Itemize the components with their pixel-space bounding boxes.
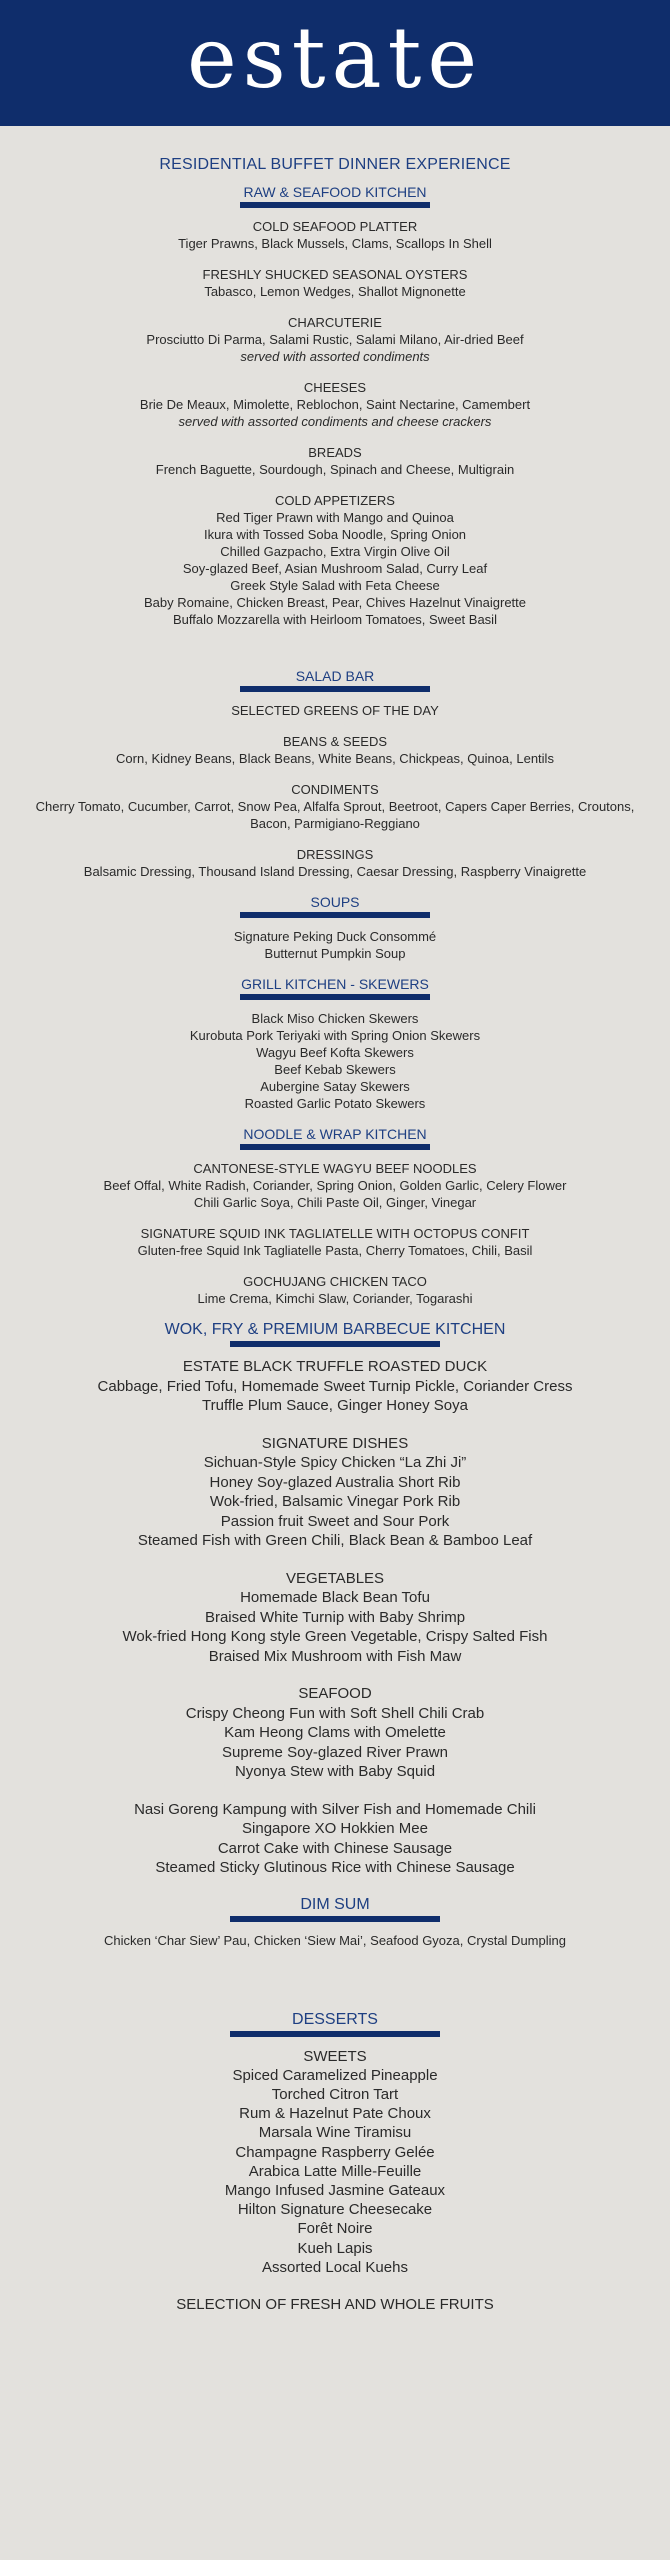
menu-item: Tabasco, Lemon Wedges, Shallot Mignonette (204, 284, 466, 299)
menu-group (0, 1434, 670, 1551)
menu-item: Prosciutto Di Parma, Salami Rustic, Salami Milano, Air-dried Beef (146, 332, 524, 347)
menu-item: Steamed Fish with Green Chili, Black Bean & Bamboo Leaf (137, 1532, 533, 1549)
menu-item: Kam Heong Clams with Omelette (224, 1724, 446, 1741)
menu-group (0, 1160, 670, 1211)
menu-group (0, 492, 670, 628)
menu-item: Braised White Turnip with Baby Shrimp (204, 1608, 466, 1626)
menu-sections (0, 184, 670, 2314)
menu-item: Ikura with Tossed Soba Noodle, Spring Onion (203, 527, 467, 542)
menu-section (0, 2011, 670, 2315)
menu-group (0, 218, 670, 252)
menu-item: Sichuan-Style Spicy Chicken “La Zhi Ji” (203, 1454, 467, 1471)
section-title: SALAD BAR (295, 668, 375, 684)
menu-group (0, 781, 670, 832)
menu-item: Kueh Lapis (297, 2239, 373, 2257)
section-title: GRILL KITCHEN - SKEWERS (241, 976, 429, 992)
menu-item: Chili Garlic Soya, Chili Paste Oil, Ginger, Vinegar (193, 1195, 477, 1210)
menu-section (0, 1126, 670, 1307)
group-title: COLD APPETIZERS (275, 493, 395, 508)
group-title: SELECTED GREENS OF THE DAY (231, 703, 439, 718)
menu-item: Greek Style Salad with Feta Cheese (230, 578, 440, 593)
menu-item: Rum & Hazelnut Pate Choux (239, 2105, 431, 2123)
menu-item: Balsamic Dressing, Thousand Island Dressing, Caesar Dressing, Raspberry Vinaigrette (83, 864, 587, 879)
section-divider (240, 1144, 430, 1150)
group-title: SIGNATURE SQUID INK TAGLIATELLE WITH OCTOPUS CONFIT (140, 1226, 530, 1241)
menu-item: Truffle Plum Sauce, Ginger Honey Soya (202, 1397, 468, 1414)
menu-item: Red Tiger Prawn with Mango and Quinoa (216, 510, 454, 525)
menu-group (0, 1357, 670, 1416)
menu-item: Butternut Pumpkin Soup (264, 946, 406, 961)
menu-item: Nasi Goreng Kampung with Silver Fish and Homemade Chili (134, 1800, 536, 1818)
menu-item: Brie De Meaux, Mimolette, Reblochon, Saint Nectarine, Camembert (139, 397, 531, 412)
menu-item: Beef Offal, White Radish, Coriander, Spring Onion, Golden Garlic, Celery Flower (103, 1178, 567, 1193)
menu-item: Soy-glazed Beef, Asian Mushroom Salad, Curry Leaf (182, 561, 488, 576)
menu-item: Chicken ‘Char Siew’ Pau, Chicken ‘Siew Mai’, Seafood Gyoza, Crystal Dumpling (104, 1932, 566, 1948)
menu-item: French Baguette, Sourdough, Spinach and Cheese, Multigrain (155, 462, 515, 477)
menu-group (0, 702, 670, 719)
section-divider (230, 2031, 440, 2037)
group-title: COLD SEAFOOD PLATTER (252, 219, 418, 234)
group-title: SEAFOOD (298, 1685, 372, 1702)
menu-item: Assorted Local Kuehs (262, 2258, 408, 2276)
menu-item: Arabica Latte Mille-Feuille (248, 2162, 422, 2180)
menu-section (0, 184, 670, 628)
menu-group (0, 1569, 670, 1667)
menu-item: Crispy Cheong Fun with Soft Shell Chili Crab (185, 1704, 485, 1722)
group-title: DRESSINGS (296, 847, 374, 862)
section-title: WOK, FRY & PREMIUM BARBECUE KITCHEN (164, 1321, 506, 1338)
menu-item: Supreme Soy-glazed River Prawn (222, 1743, 448, 1761)
menu-item: Singapore XO Hokkien Mee (242, 1820, 428, 1837)
menu-item: Aubergine Satay Skewers (260, 1079, 410, 1094)
group-title: SWEETS (303, 2047, 367, 2065)
menu-item: Gluten-free Squid Ink Tagliatelle Pasta, Cherry Tomatoes, Chili, Basil (137, 1243, 533, 1258)
header-banner (0, 0, 670, 126)
menu-item: Chilled Gazpacho, Extra Virgin Olive Oil (220, 544, 450, 559)
section-divider (230, 1916, 440, 1922)
group-title: CANTONESE-STYLE WAGYU BEEF NOODLES (193, 1161, 477, 1176)
menu-group (0, 928, 670, 962)
menu-note: served with assorted condiments (240, 349, 430, 364)
menu-section (0, 976, 670, 1112)
menu-item: Cabbage, Fried Tofu, Homemade Sweet Turnip Pickle, Coriander Cress (97, 1377, 573, 1395)
section-divider (240, 686, 430, 692)
menu-item: Nyonya Stew with Baby Squid (234, 1763, 436, 1780)
menu-item: Wagyu Beef Kofta Skewers (256, 1045, 414, 1060)
menu-item: Black Miso Chicken Skewers (251, 1011, 419, 1026)
menu-group (0, 1932, 670, 1949)
section-title: DIM SUM (300, 1895, 370, 1913)
menu-item: Corn, Kidney Beans, Black Beans, White Beans, Chickpeas, Quinoa, Lentils (116, 751, 554, 766)
menu-item: Buffalo Mozzarella with Heirloom Tomatoes, Sweet Basil (173, 612, 497, 627)
section-title: DESSERTS (292, 2010, 378, 2028)
menu-section (0, 1896, 670, 1949)
menu-group (0, 2047, 670, 2277)
menu-group (0, 314, 670, 365)
menu-group (0, 1010, 670, 1112)
section-title: NOODLE & WRAP KITCHEN (243, 1126, 427, 1142)
menu-section (0, 668, 670, 880)
section-title: SOUPS (310, 894, 360, 910)
group-title: CONDIMENTS (291, 782, 379, 797)
menu-item: Signature Peking Duck Consommé (233, 929, 437, 944)
group-title: BREADS (308, 445, 362, 460)
menu-item: Champagne Raspberry Gelée (235, 2143, 435, 2161)
menu-item: Spiced Caramelized Pineapple (232, 2066, 438, 2084)
menu-item: Carrot Cake with Chinese Sausage (217, 1839, 453, 1857)
section-divider (240, 912, 430, 918)
menu-item: Roasted Garlic Potato Skewers (244, 1096, 426, 1111)
menu-item: Homemade Black Bean Tofu (240, 1589, 430, 1606)
menu-content (0, 126, 670, 2314)
menu-item: Hilton Signature Cheesecake (237, 2201, 433, 2219)
group-title: SIGNATURE DISHES (261, 1434, 409, 1452)
menu-item: Kurobuta Pork Teriyaki with Spring Onion Skewers (189, 1028, 481, 1043)
group-title: SELECTION OF FRESH AND WHOLE FRUITS (176, 2295, 494, 2313)
menu-group (0, 733, 670, 767)
menu-group (0, 846, 670, 880)
menu-item: Wok-fried Hong Kong style Green Vegetable, Crispy Salted Fish (122, 1628, 548, 1645)
section-divider (230, 1341, 440, 1347)
menu-item: Honey Soy-glazed Australia Short Rib (209, 1473, 461, 1491)
estate-logo: estate (186, 9, 484, 107)
group-title: ESTATE BLACK TRUFFLE ROASTED DUCK (182, 1358, 488, 1375)
menu-item: Baby Romaine, Chicken Breast, Pear, Chives Hazelnut Vinaigrette (143, 595, 526, 610)
group-title: GOCHUJANG CHICKEN TACO (243, 1274, 427, 1289)
menu-group (0, 1225, 670, 1259)
menu-item: Cherry Tomato, Cucumber, Carrot, Snow Pea, Alfalfa Sprout, Beetroot, Capers Caper Berries, Croutons, (35, 799, 635, 814)
group-title: FRESHLY SHUCKED SEASONAL OYSTERS (202, 267, 468, 282)
menu-item: Wok-fried, Balsamic Vinegar Pork Rib (209, 1493, 461, 1510)
menu-item: Mango Infused Jasmine Gateaux (224, 2181, 446, 2199)
menu-group (0, 1684, 670, 1782)
section-divider (240, 994, 430, 1000)
section-divider (240, 202, 430, 208)
menu-item: Braised Mix Mushroom with Fish Maw (208, 1647, 462, 1665)
menu-title: RESIDENTIAL BUFFET DINNER EXPERIENCE (159, 156, 511, 173)
group-title: VEGETABLES (285, 1569, 385, 1587)
menu-item: Bacon, Parmigiano-Reggiano (250, 816, 420, 831)
section-title: RAW & SEAFOOD KITCHEN (243, 184, 427, 200)
menu-item: Forêt Noire (297, 2220, 373, 2238)
group-title: CHARCUTERIE (288, 315, 382, 330)
menu-item: Steamed Sticky Glutinous Rice with Chinese Sausage (155, 1859, 515, 1876)
menu-section (0, 1321, 670, 1878)
menu-item: Beef Kebab Skewers (274, 1062, 396, 1077)
menu-group (0, 266, 670, 300)
menu-section (0, 894, 670, 962)
group-title: BEANS & SEEDS (282, 734, 388, 749)
menu-group (0, 2295, 670, 2314)
menu-group (0, 379, 670, 430)
menu-group (0, 1273, 670, 1307)
menu-group (0, 444, 670, 478)
menu-item: Torched Citron Tart (271, 2085, 399, 2103)
menu-item: Lime Crema, Kimchi Slaw, Coriander, Togarashi (197, 1291, 473, 1306)
menu-item: Passion fruit Sweet and Sour Pork (220, 1512, 450, 1530)
group-title: CHEESES (303, 380, 367, 395)
menu-item: Marsala Wine Tiramisu (258, 2124, 412, 2142)
menu-item: Tiger Prawns, Black Mussels, Clams, Scallops In Shell (178, 236, 492, 251)
menu-note: served with assorted condiments and cheese crackers (178, 414, 492, 429)
menu-group (0, 1800, 670, 1878)
